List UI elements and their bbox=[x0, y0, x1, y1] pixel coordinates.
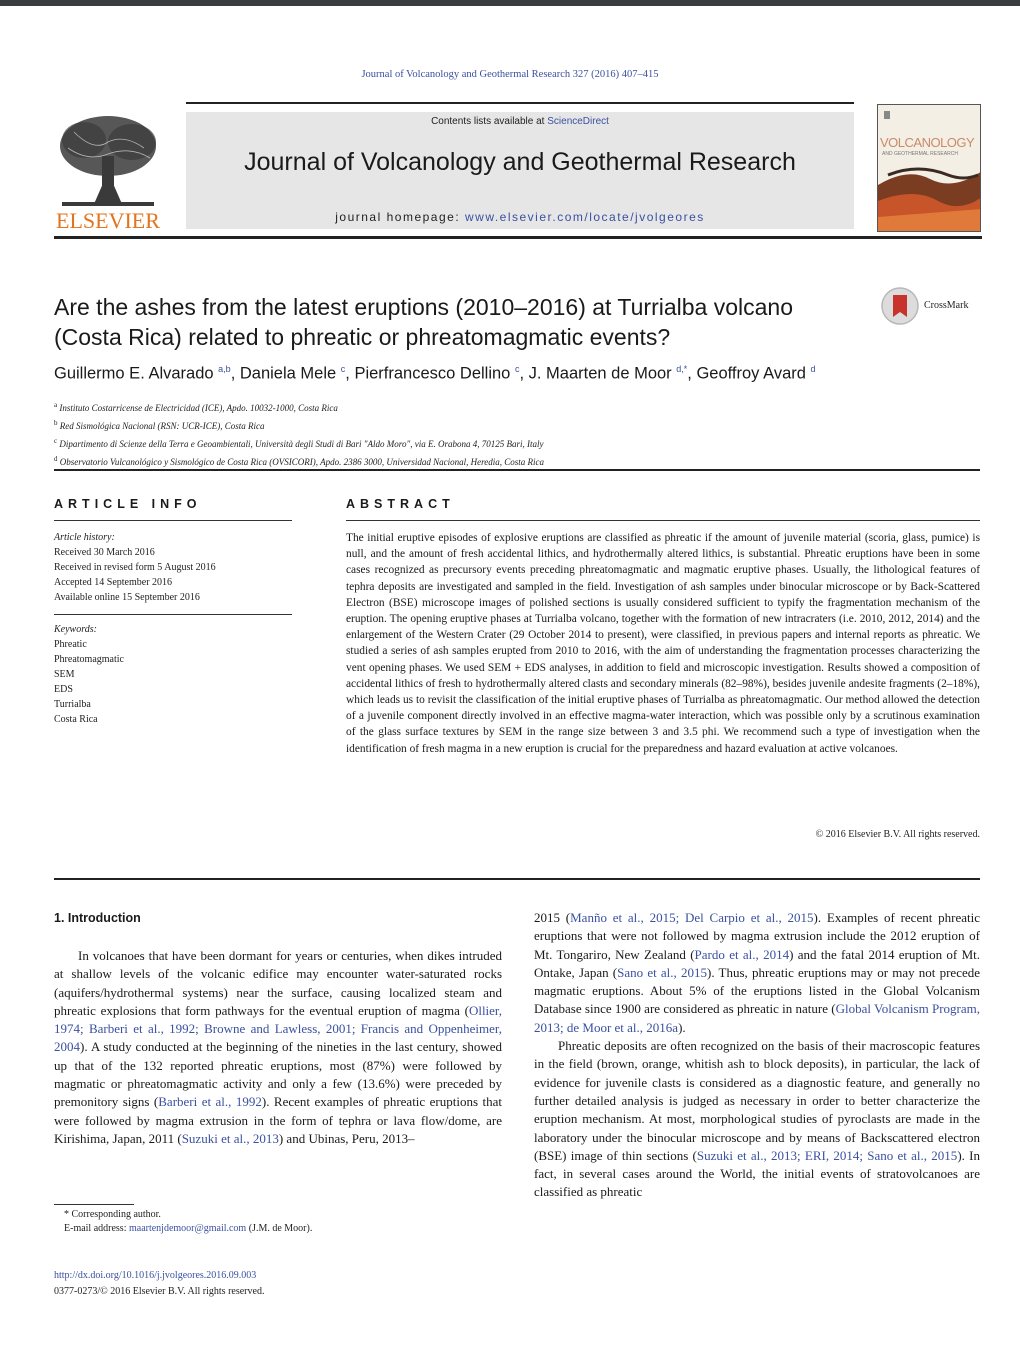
keyword: Costa Rica bbox=[54, 714, 98, 725]
body-text: ). A study conducted at the beginning of the nineties in the last century, showed up that of the 132 reported phreatic eruptions, most (87%) were followed by magmatic or phreatomagmatic activity and only a few (13.6%) were preceded by premonitory signs ( bbox=[54, 1039, 502, 1110]
abstract-copyright: © 2016 Elsevier B.V. All rights reserved. bbox=[815, 829, 980, 840]
article-info-divider bbox=[54, 614, 292, 615]
header-bottom-rule bbox=[54, 236, 982, 239]
doi-link[interactable]: http://dx.doi.org/10.1016/j.jvolgeores.2016.09.003 bbox=[54, 1270, 257, 1281]
author-name: J. Maarten de Moor bbox=[528, 364, 672, 383]
keywords-label: Keywords: bbox=[54, 624, 97, 635]
affiliation-text: Red Sismológica Nacional (RSN: UCR-ICE), Costa Rica bbox=[59, 421, 265, 431]
intro-column-1 bbox=[54, 947, 502, 1148]
crossmark-label[interactable]: CrossMark bbox=[924, 300, 969, 311]
abstract-heading: ABSTRACT bbox=[346, 497, 455, 511]
affiliation-marker: c bbox=[54, 437, 58, 445]
reference-link[interactable]: Suzuki et al., 2013; ERI, 2014; Sano et al., 2015 bbox=[696, 1147, 958, 1163]
homepage-link[interactable]: www.elsevier.com/locate/jvolgeores bbox=[465, 210, 705, 224]
intro-paragraph bbox=[534, 1037, 980, 1202]
affiliation-text: Dipartimento di Scienze della Terra e Geoambientali, Università degli Studi di Bari "Aldo Moro", via E. Orabona 4, 70125 Bari, Italy bbox=[59, 439, 544, 449]
affiliation bbox=[54, 398, 980, 416]
intro-column-2 bbox=[534, 909, 980, 1202]
email-label: E-mail address: bbox=[64, 1223, 129, 1234]
reference-link[interactable]: Suzuki et al., 2013 bbox=[181, 1130, 279, 1146]
journal-cover-thumbnail[interactable] bbox=[877, 104, 981, 232]
accepted-date: Accepted 14 September 2016 bbox=[54, 577, 173, 588]
contents-prefix: Contents lists available at bbox=[431, 116, 548, 127]
body-text: ) and Ubinas, Peru, 2013– bbox=[278, 1130, 415, 1146]
author-email-link[interactable]: maartenjdemoor@gmail.com bbox=[128, 1223, 247, 1234]
body-text: 2015 ( bbox=[534, 910, 571, 925]
author-affiliation-marker[interactable]: c bbox=[514, 364, 520, 374]
issn-line: 0377-0273/© 2016 Elsevier B.V. All rights reserved. bbox=[54, 1286, 265, 1297]
author-name: Guillermo E. Alvarado bbox=[54, 364, 214, 383]
reference-link[interactable]: Ollier, 1974; Barberi et al., 1992; Browne and Lawless, 2001; Francis and Oppenheimer, 2004 bbox=[54, 1002, 502, 1055]
author-list: Guillermo E. Alvarado $^{a,b}$, Daniela Mele $^c$, Pierfrancesco Dellino $^c$, J. Maarten de Moor $^{d,*}$, Geoffroy Avard $^d$ bbox=[54, 364, 816, 383]
keyword: SEM bbox=[54, 669, 75, 680]
cover-title: VOLCANOLOGY bbox=[880, 135, 975, 150]
reference-link[interactable]: Pardo et al., 2014 bbox=[694, 946, 790, 962]
history-label: Article history: bbox=[54, 532, 115, 543]
affiliation-marker: b bbox=[54, 419, 58, 427]
author-affiliation-marker[interactable]: d,* bbox=[676, 364, 688, 374]
author-name: Pierfrancesco Dellino bbox=[354, 364, 511, 383]
cover-art-icon bbox=[878, 105, 981, 232]
article-info-rule bbox=[54, 520, 292, 521]
keyword: EDS bbox=[54, 684, 73, 695]
affiliation-text: Instituto Costarricense de Electricidad (ICE), Apdo. 10032-1000, Costa Rica bbox=[59, 403, 338, 413]
keyword: Turrialba bbox=[54, 699, 91, 710]
journal-name: Journal of Volcanology and Geothermal Research bbox=[244, 148, 796, 176]
affiliation-marker: d bbox=[54, 455, 58, 463]
sciencedirect-link[interactable]: ScienceDirect bbox=[547, 116, 609, 127]
reference-link[interactable]: Global Volcanism Program, 2013; de Moor et al., 2016a bbox=[534, 1001, 980, 1035]
affiliations bbox=[54, 398, 980, 470]
footnote-rule bbox=[54, 1204, 134, 1205]
article-info-heading: ARTICLE INFO bbox=[54, 497, 202, 511]
keyword: Phreatic bbox=[54, 639, 87, 650]
abstract-rule bbox=[346, 520, 980, 521]
affiliation bbox=[54, 434, 980, 452]
reference-link[interactable]: Sano et al., 2015 bbox=[617, 964, 707, 980]
affiliation-text: Observatorio Vulcanológico y Sismológico de Costa Rica (OVSICORI), Apdo. 2386 3000, Universidad Nacional, Heredia, Costa Rica bbox=[59, 457, 545, 467]
reference-link[interactable]: Manño et al., 2015; Del Carpio et al., 2015 bbox=[570, 910, 814, 925]
affiliation bbox=[54, 452, 980, 470]
footnote bbox=[64, 1208, 502, 1236]
journal-citation[interactable]: Journal of Volcanology and Geothermal Research 327 (2016) 407–415 bbox=[361, 69, 659, 80]
body-text: Phreatic deposits are often recognized on the basis of their macroscopic features in the field (brown, orange, whitish ash to block deposits), in particular, the lack of evidence for juvenile clasts is considered as a diagnostic feature, and generally no further detailed analysis is judged as necessary in order to better characterize the eruption mechanism. At most, morphological studies of pyroclasts are made in the laboratory under the binocular microscope and by means of Backscattered electron (BSE) image of thin sections ( bbox=[534, 1038, 980, 1163]
article-title: Are the ashes from the latest eruptions (2010–2016) at Turrialba volcano (Costa Rica) related to phreatic or phreatomagmatic events? bbox=[54, 294, 793, 350]
journal-banner bbox=[186, 112, 854, 229]
affiliation-marker: a bbox=[54, 401, 58, 409]
online-date: Available online 15 September 2016 bbox=[54, 592, 200, 603]
body-text: ). In fact, in several cases around the World, the initial events of stratovolcanoes are classified as phreatic bbox=[534, 1147, 980, 1200]
corresponding-author-note: * Corresponding author. bbox=[64, 1209, 161, 1220]
crossmark-icon[interactable] bbox=[880, 286, 920, 326]
body-text: ). bbox=[678, 1019, 686, 1035]
author-name: Geoffroy Avard bbox=[696, 364, 806, 383]
author-affiliation-marker[interactable]: d bbox=[810, 364, 816, 374]
section-rule bbox=[54, 469, 980, 471]
author-name: Daniela Mele bbox=[239, 364, 337, 383]
keywords bbox=[54, 622, 292, 727]
contents-available-line bbox=[186, 116, 854, 127]
abstract-text: The initial eruptive episodes of explosive eruptions are classified as phreatic if the amount of juvenile material (scoria, glass, pumice) is null, and the amount of fresh accidental lithics, and hydrothermally altered lithics, is substantial. Phreatic eruptions have been in some cases recognized as precursory events preceding phreatomagmatic and magmatic eruptive phases. Usually, the lithological features of tephra deposits are investigated and sampled in the field. Investigation of ash samples under binocular microscope or by Back-Scattered Electron (BSE) microscope images of polished sections is usually considered sufficient to typify the fragmentation mechanism of the eruption. The opening eruptive phases at Turrialba volcano, together with the formation of new intracraters (i.e. 2010, 2012, 2014) and the enlargement of the Western Crater (29 October 2014 to present), were classified, in previous papers and internal reports as phreatic. We studied a series of ash samples erupted from 2010 to 2016, with the aim of understanding the fragmentation processes characterizing the vent opening phases. We used SEM + EDS analyses, in addition to field and microscopic investigation. Results showed a composition of accidental lithics of fresh to hydrothermally altered clasts and secondary minerals (82–98%), besides juvenile andesite fragments (2–18%), which leads us to revisit the classification of the initial eruptive phases of Turrialba as phreatomagmatic. Our method allowed the detection of a juvenile component directly involved in an effective magma-water interaction, which was possible only by a scrutinous examination of the glass surface textures by SEM in the range size between 3 and 3.5 phi. We recommend such a type of investigation when the identification of fresh magma in a new eruption is crucial for the preparedness and hazard evaluation at active volcanoes. bbox=[346, 532, 980, 755]
body-rule bbox=[54, 878, 980, 880]
body-text: In volcanoes that have been dormant for years or centuries, when dikes intruded at shallow levels of the volcanic edifice may encounter water-saturated rocks (aquifers/hydrothermal systems) near the surface, causing localized steam and phreatic explosions that form pathways for the eventual eruption of magma ( bbox=[54, 948, 502, 1018]
email-suffix: (J.M. de Moor). bbox=[246, 1223, 313, 1234]
header-top-rule bbox=[186, 102, 854, 104]
revised-date: Received in revised form 5 August 2016 bbox=[54, 562, 216, 573]
received-date: Received 30 March 2016 bbox=[54, 547, 155, 558]
email-note bbox=[64, 1222, 502, 1236]
elsevier-wordmark: ELSEVIER bbox=[56, 208, 160, 233]
keyword: Phreatomagmatic bbox=[54, 654, 124, 665]
intro-paragraph bbox=[534, 909, 980, 1037]
affiliation bbox=[54, 416, 980, 434]
body-text: ). Recent examples of phreatic eruptions that were followed by magma extrusion in the form of tephra or lava flow/dome, are Kirishima, Japan, 2011 ( bbox=[54, 1094, 502, 1146]
introduction-heading: 1. Introduction bbox=[54, 911, 141, 925]
journal-homepage-line bbox=[186, 210, 854, 224]
body-text: ). Examples of recent phreatic eruptions that were not followed by magma extrusion include the 2012 eruption of Mt. Tongariro, New Zealand ( bbox=[534, 910, 980, 962]
body-text: ) and the fatal 2014 eruption of Mt. Ontake, Japan ( bbox=[534, 946, 981, 980]
homepage-prefix: journal homepage: bbox=[335, 210, 465, 224]
cover-subtitle: AND GEOTHERMAL RESEARCH bbox=[882, 151, 958, 157]
author-affiliation-marker[interactable]: c bbox=[340, 364, 346, 374]
body-text: ). Thus, phreatic eruptions may or may not precede magmatic eruptions. About 5% of the eruptions listed in the Global Volcanism Database since 1900 are considered as phreatic in nature ( bbox=[534, 964, 981, 1017]
viewer-top-bar bbox=[0, 0, 1020, 6]
reference-link[interactable]: Barberi et al., 1992 bbox=[158, 1094, 262, 1110]
author-affiliation-marker[interactable]: a,b bbox=[218, 364, 231, 374]
article-history bbox=[54, 530, 292, 605]
